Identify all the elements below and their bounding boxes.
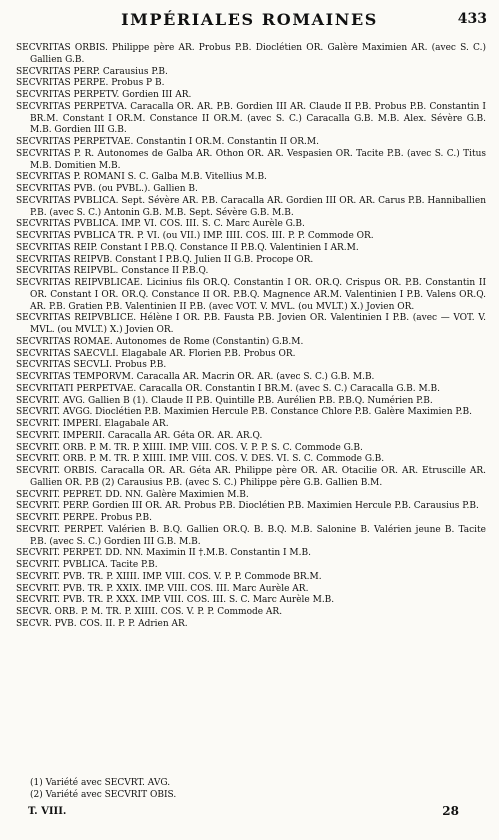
entry: SECVRIT. PVB. TR. P. XIIII. IMP. VIII. COS. V. P. P. Commode BR.M. — [16, 571, 322, 582]
entry: SECVRITAS P. R. Autonomes de Galba AR. Othon OR. AR. Vespasien OR. Tacite P.B. (avec S. C.) Titus M.B. Domitien M.B. — [16, 148, 486, 171]
entry: SECVRITAS PVBLICA. Sept. Sévère AR. P.B. Caracalla AR. Gordien III OR. AR. Carus P.B. Hanniballien P.B. (avec S. C.) Antonin G.B. M.B. Sept. Sévère G.B. M.B. — [16, 195, 486, 218]
entry: SECVRITAS REIPVB. Constant I P.B.Q. Julien II G.B. Procope OR. — [16, 254, 314, 265]
footnote: (2) Variété avec SECVRIT OBIS. — [30, 789, 177, 800]
entry: SECVRITAS P. ROMANI S. C. Galba M.B. Vitellius M.B. — [16, 172, 267, 183]
entry: SECVRIT. PERPET. DD. NN. Maximin II †.M.B. Constantin I M.B. — [16, 548, 311, 559]
entry: SECVRIT. PEPRET. DD. NN. Galère Maximien M.B. — [16, 489, 249, 500]
footnote: (1) Variété avec SECVRT. AVG. — [30, 778, 171, 788]
entry: SECVRIT. ORBIS. Caracalla OR. AR. Géta AR. Philippe père OR. AR. Otacilie OR. AR. Etruscille AR. Gallien OR. P.B (2) Carausius P.B. (avec S. C.) Philippe père G.B. Gallien B.M. — [16, 466, 486, 488]
page-number: 433 — [457, 11, 487, 27]
running-title: IMPÉRIALES ROMAINES — [121, 10, 378, 29]
entry: SECVRITAS PERP. Carausius P.B. — [16, 66, 168, 77]
entry: SECVRITAS ORBIS. Philippe père AR. Probus P.B. Dioclétien OR. Galère Maximien AR. (avec S. C.) Gallien G.B. — [16, 43, 486, 65]
entry: SECVRITAS PERPETVA. Caracalla OR. AR. P.B. Gordien III AR. Claude II P.B. Probus P.B. Constantin I BR.M. Constant I OR.M. Constance II OR.M. (avec S. C.) Caracalla G.B. M.B. Alex. Sévère G.B. M.B. Gordien III G.B. — [16, 101, 486, 136]
entry: SECVRITAS REIP. Constant I P.B.Q. Constance II P.B.Q. Valentinien I AR.M. — [16, 242, 359, 253]
entry: SECVRIT. AVGG. Dioclétien P.B. Maximien Hercule P.B. Constance Chlore P.B. Galère Maximien P.B. — [16, 407, 472, 418]
entry: SECVRITAS TEMPORVM. Caracalla AR. Macrin OR. AR. (avec S. C.) G.B. M.B. — [16, 372, 375, 382]
entry: SECVRIT. PERPE. Probus P.B. — [16, 513, 152, 523]
entry: SECVRIT. PERP. Gordien III OR. AR. Probus P.B. Dioclétien P.B. Maximien Hercule P.B. Carausius P.B. — [16, 501, 479, 512]
volume-mark: T. VIII. — [28, 806, 67, 817]
entry: SECVR. ORB. P. M. TR. P. XIIII. COS. V. P. P. Commode AR. — [16, 607, 283, 617]
footnotes — [30, 778, 480, 801]
entry: SECVRITAS PVBLICA. IMP. VI. COS. III. S. C. Marc Aurèle G.B. — [16, 219, 305, 230]
entry: SECVRIT. IMPERII. Caracalla AR. Géta OR. AR. AR.Q. — [16, 430, 263, 441]
entry: SECVRITAS REIPVBLICAE. Licinius fils OR.Q. Constantin I OR. OR.Q. Crispus OR. P.B. Constantin II OR. Constant I OR. OR.Q. Constance II OR. P.B.Q. Magnence AR.M. Valentinien I P.B. Valens OR.Q. AR. P.B. Gratien P.B. Valentinien II P.B. (avec VOT. V. MVL. (ou MVLT.) X.) Jovien OR. — [16, 278, 486, 312]
entry: SECVRITAS PVBLICA TR. P. VI. (ou VII.) IMP. IIII. COS. III. P. P. Commode OR. — [16, 231, 374, 241]
entry: SECVRIT. ORB. P. M. TR. P. XIIII. IMP. VIII. COS. V. DES. VI. S. C. Commode G.B. — [16, 454, 385, 465]
page-header — [0, 10, 499, 32]
entry: SECVRIT. PVB. TR. P. XXX. IMP. VIII. COS. III. S. C. Marc Aurèle M.B. — [16, 595, 335, 606]
entry: SECVRITAS SAECVLI. Elagabale AR. Florien P.B. Probus OR. — [16, 348, 296, 359]
entry: SECVRIT. PERPET. Valérien B. B.Q. Gallien OR.Q. B. B.Q. M.B. Salonine B. Valérien jeune B. Tacite P.B. (avec S. C.) Gordien III G.B. M.B. — [16, 524, 486, 547]
entry: SECVRIT. PVBLICA. Tacite P.B. — [16, 560, 158, 570]
entry: SECVRITAS PERPE. Probus P B. — [16, 78, 165, 89]
entry-list — [16, 43, 486, 631]
entry: SECVRITAS SECVLI. Probus P.B. — [16, 360, 167, 371]
entry: SECVRIT. ORB. P. M. TR. P. XIIII. IMP. VIII. COS. V. P. P. S. C. Commode G.B. — [16, 442, 363, 453]
entry: SECVRITAS PVB. (ou PVBL.). Gallien B. — [16, 184, 198, 194]
signature-mark: 28 — [442, 804, 459, 818]
page-footer — [28, 806, 459, 822]
entry: SECVRIT. IMPERI. Elagabale AR. — [16, 419, 169, 429]
entry: SECVRITAS ROMAE. Autonomes de Rome (Constantin) G.B.M. — [16, 336, 304, 347]
entry: SECVRITAS PERPETV. Gordien III AR. — [16, 90, 192, 100]
entry: SECVRITATI PERPETVAE. Caracalla OR. Constantin I BR.M. (avec S. C.) Caracalla G.B. M.B. — [16, 383, 441, 394]
entry: SECVRITAS REIPVBL. Constance II P.B.Q. — [16, 266, 209, 277]
entry: SECVRIT. PVB. TR. P. XXIX. IMP. VIII. COS. III. Marc Aurèle AR. — [16, 583, 309, 594]
entry: SECVR. PVB. COS. II. P. P. Adrien AR. — [16, 618, 188, 629]
entry: SECVRITAS PERPETVAE. Constantin I OR.M. Constantin II OR.M. — [16, 137, 319, 147]
entry: SECVRIT. AVG. Gallien B (1). Claude II P.B. Quintille P.B. Aurélien P.B. P.B.Q. Numérien P.B. — [16, 395, 433, 406]
entry: SECVRITAS REIPVBLICE. Hélène I OR. P.B. Fausta P.B. Jovien OR. Valentinien I P.B. (avec — VOT. V. MVL. (ou MVLT.) X.) Jovien OR. — [16, 313, 486, 335]
